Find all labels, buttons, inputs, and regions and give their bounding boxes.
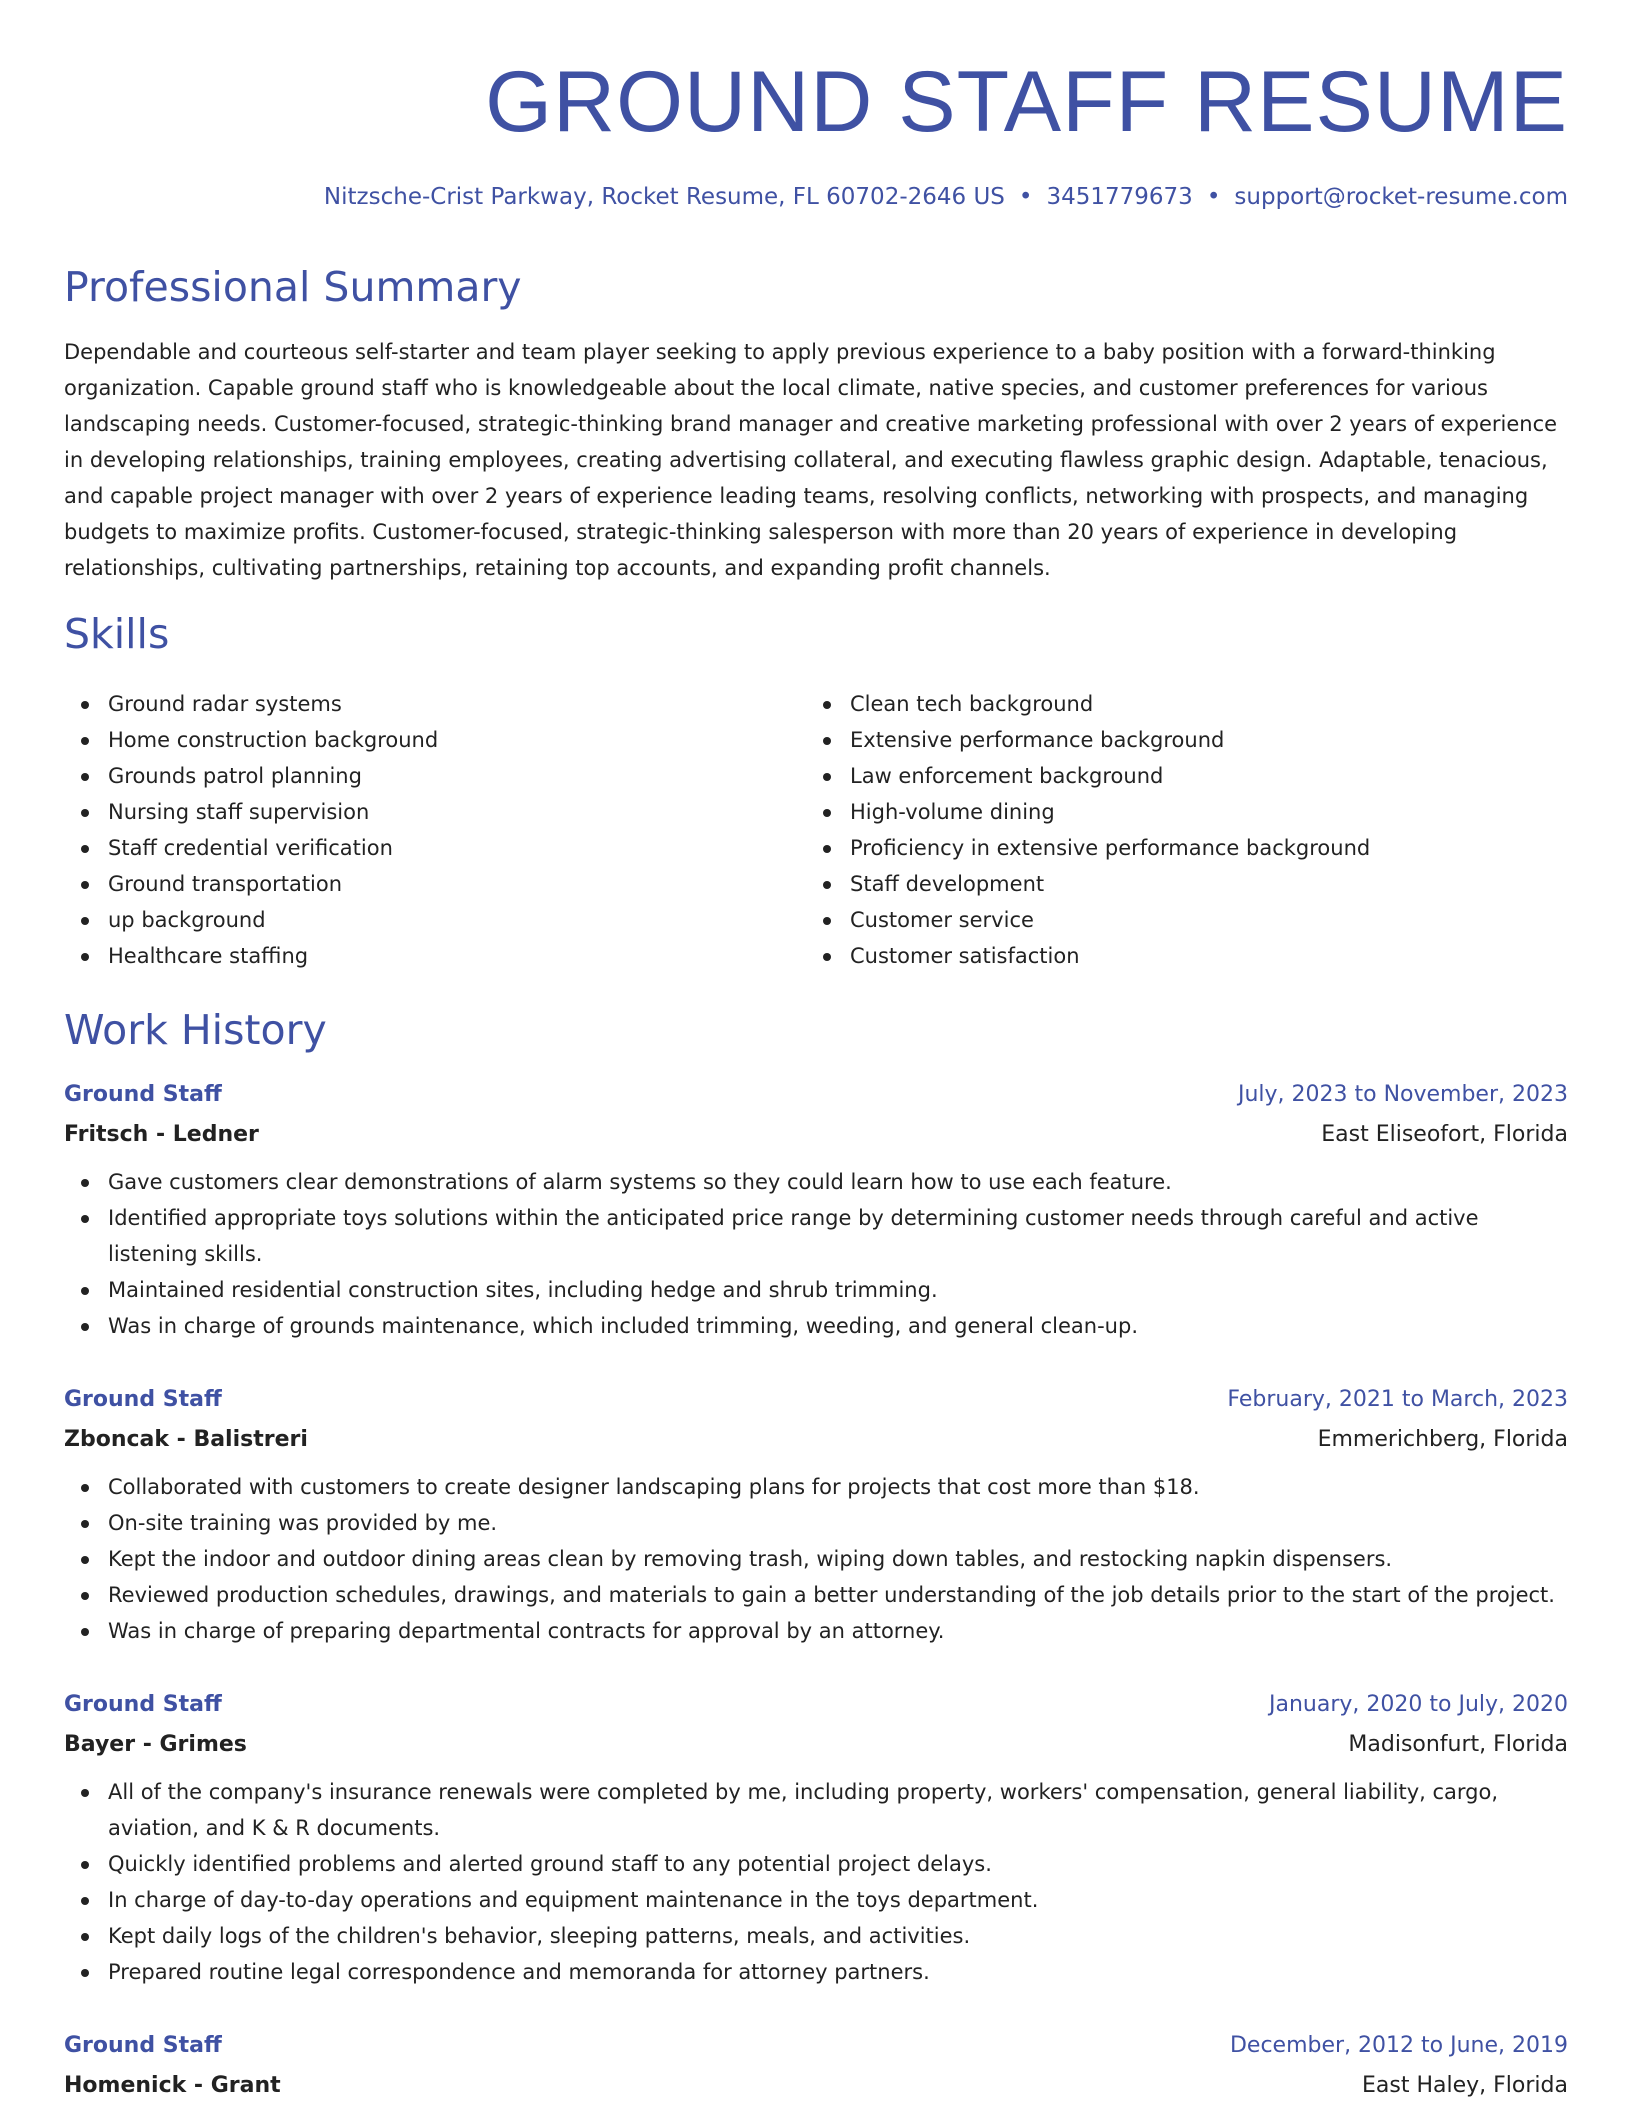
job-location: East Haley, Florida <box>1362 2073 1568 2098</box>
job-header <box>64 1078 1568 1158</box>
skill-item: Law enforcement background <box>806 758 1568 794</box>
skills-list-right <box>806 686 1568 974</box>
skill-item: Grounds patrol planning <box>64 758 784 794</box>
job-entry <box>64 1688 1568 1984</box>
summary-text: Dependable and courteous self-starter and team player seeking to apply previous experience to a baby position with a forward-thinking organization. Capable ground staff who is knowledgeable about the local climate, native species, and customer preferences for various landscaping needs. Customer-focused, strategic-thinking brand manager and creative marketing professional with over 2 years of experience in developing relationships, training employees, creating advertising collateral, and executing flawless graphic design. Adaptable, tenacious, and capable project manager with over 2 years of experience leading teams, resolving conflicts, networking with prospects, and managing budgets to maximize profits. Customer-focused, strategic-thinking salesperson with more than 20 years of experience in developing relationships, cultivating partnerships, retaining top accounts, and expanding profit channels. <box>64 340 1558 580</box>
skill-item: Healthcare staffing <box>64 938 784 974</box>
job-dates: July, 2023 to November, 2023 <box>1237 1082 1568 1107</box>
skill-item: Proficiency in extensive performance background <box>806 830 1568 866</box>
skill-item: Staff credential verification <box>64 830 784 866</box>
job-bullet: Gave customers clear demonstrations of alarm systems so they could learn how to use each feature. <box>64 1164 1568 1200</box>
resume-title: GROUND STAFF RESUME <box>485 54 1568 150</box>
job-bullet: Quickly identified problems and alerted ground staff to any potential project delays. <box>64 1846 1568 1882</box>
skill-item: High-volume dining <box>806 794 1568 830</box>
job-bullet: Collaborated with customers to create designer landscaping plans for projects that cost more than $18. <box>64 1469 1568 1505</box>
job-bullet: Kept the indoor and outdoor dining areas clean by removing trash, wiping down tables, and restocking napkin dispensers. <box>64 1541 1568 1577</box>
contact-line <box>324 181 1568 213</box>
job-company: Homenick - Grant <box>64 2073 281 2098</box>
job-bullets <box>64 1469 1568 1649</box>
job-bullet: Prepared routine legal correspondence and memoranda for attorney partners. <box>64 1954 1568 1990</box>
skill-item: up background <box>64 902 784 938</box>
job-title: Ground Staff <box>64 1387 222 1412</box>
job-company: Bayer - Grimes <box>64 1732 247 1757</box>
skill-item: Customer service <box>806 902 1568 938</box>
job-bullet: Was in charge of preparing departmental contracts for approval by an attorney. <box>64 1613 1568 1649</box>
job-title: Ground Staff <box>64 1082 222 1107</box>
job-entry <box>64 2029 1568 2109</box>
job-header <box>64 2029 1568 2109</box>
skill-item: Clean tech background <box>806 686 1568 722</box>
email-link[interactable]: support@rocket-resume.com <box>1234 184 1568 210</box>
job-company: Fritsch - Ledner <box>64 1122 259 1147</box>
job-bullet: On-site training was provided by me. <box>64 1505 1568 1541</box>
skill-item: Nursing staff supervision <box>64 794 784 830</box>
phone-text: 3451779673 <box>1046 184 1193 210</box>
skill-item: Customer satisfaction <box>806 938 1568 974</box>
separator-dot: • <box>1018 184 1033 210</box>
job-bullets <box>64 1774 1568 1990</box>
separator-dot: • <box>1206 184 1221 210</box>
job-dates: February, 2021 to March, 2023 <box>1227 1387 1568 1412</box>
skill-item: Ground transportation <box>64 866 784 902</box>
job-bullets <box>64 1164 1568 1344</box>
job-bullet: Kept daily logs of the children's behavior, sleeping patterns, meals, and activities. <box>64 1918 1568 1954</box>
job-title: Ground Staff <box>64 1692 222 1717</box>
skills-list-left <box>64 686 784 974</box>
job-title: Ground Staff <box>64 2033 222 2058</box>
address-text: Nitzsche-Crist Parkway, Rocket Resume, FL 60702-2646 US <box>323 184 1005 210</box>
job-entry <box>64 1383 1568 1643</box>
job-bullet: In charge of day-to-day operations and equipment maintenance in the toys department. <box>64 1882 1568 1918</box>
job-dates: January, 2020 to July, 2020 <box>1269 1692 1568 1717</box>
skill-item: Staff development <box>806 866 1568 902</box>
skill-item: Extensive performance background <box>806 722 1568 758</box>
skill-item: Home construction background <box>64 722 784 758</box>
section-title-work-history: Work History <box>64 1006 327 1054</box>
skill-item: Ground radar systems <box>64 686 784 722</box>
section-title-summary: Professional Summary <box>64 263 522 311</box>
job-header <box>64 1688 1568 1768</box>
job-location: East Eliseofort, Florida <box>1321 1122 1568 1147</box>
job-bullet: Reviewed production schedules, drawings, and materials to gain a better understanding of the job details prior to the start of the project. <box>64 1577 1568 1613</box>
job-location: Emmerichberg, Florida <box>1317 1427 1568 1452</box>
job-bullet: Identified appropriate toys solutions within the anticipated price range by determining customer needs through careful and active listening skills. <box>64 1200 1568 1272</box>
job-header <box>64 1383 1568 1463</box>
section-title-skills: Skills <box>64 610 170 658</box>
job-entry <box>64 1078 1568 1338</box>
job-company: Zboncak - Balistreri <box>64 1427 308 1452</box>
job-dates: December, 2012 to June, 2019 <box>1229 2033 1568 2058</box>
job-bullet: All of the company's insurance renewals were completed by me, including property, workers' compensation, general liability, cargo, aviation, and K & R documents. <box>64 1774 1568 1846</box>
job-bullet: Maintained residential construction sites, including hedge and shrub trimming. <box>64 1272 1568 1308</box>
job-location: Madisonfurt, Florida <box>1348 1732 1568 1757</box>
job-bullet: Was in charge of grounds maintenance, which included trimming, weeding, and general clean-up. <box>64 1308 1568 1344</box>
